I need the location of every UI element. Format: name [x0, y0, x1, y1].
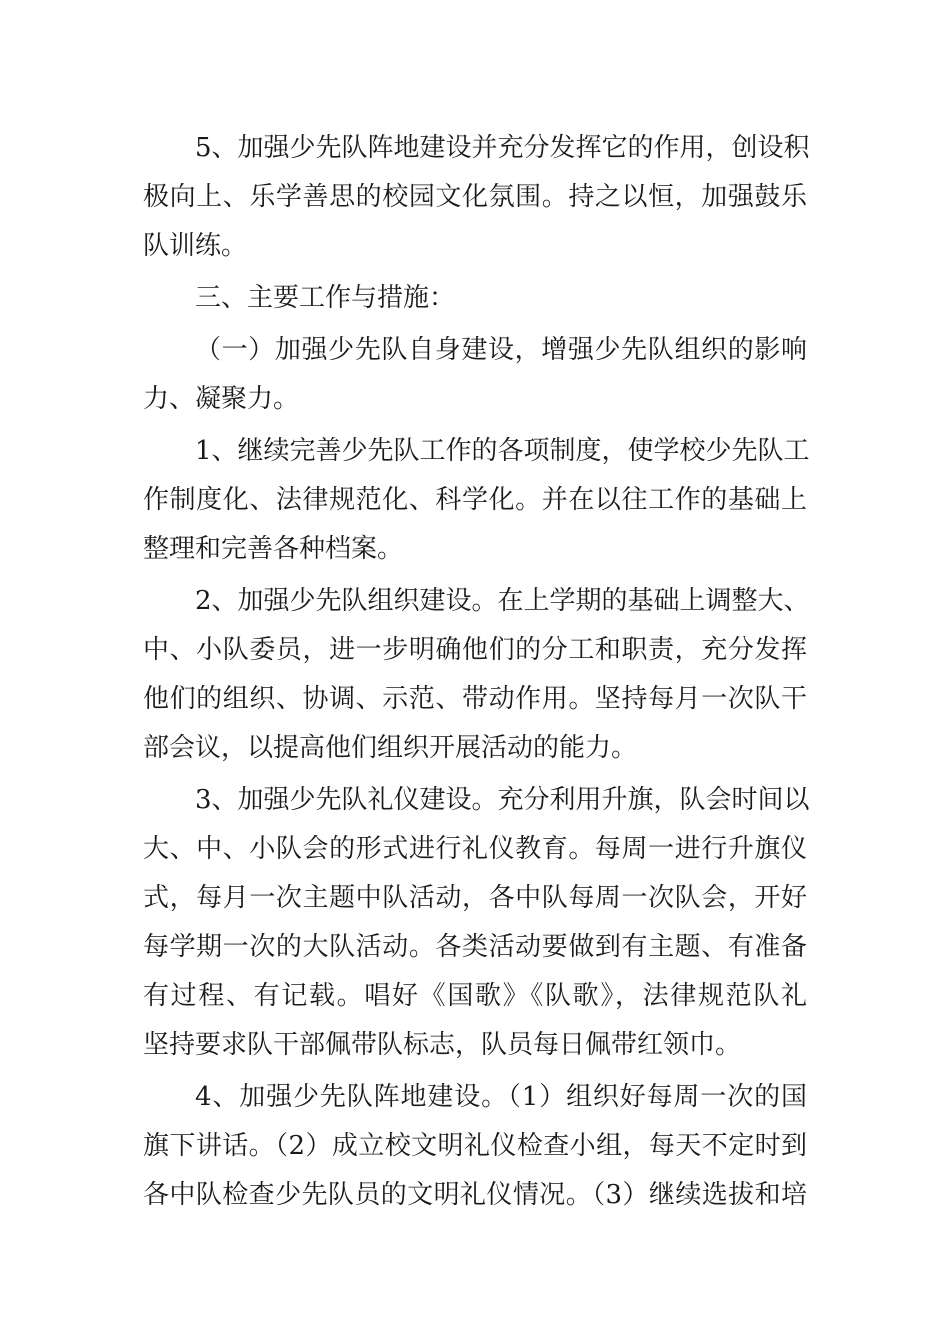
- text-line: 中、小队委员，进一步明确他们的分工和职责，充分发挥: [143, 635, 807, 665]
- text-line: 各中队检查少先队员的文明礼仪情况。（3）继续选拔和培: [143, 1180, 807, 1210]
- text-line: 作制度化、法律规范化、科学化。并在以往工作的基础上: [143, 485, 807, 515]
- text-line: 坚持要求队干部佩带队标志，队员每日佩带红领巾。: [143, 1030, 742, 1060]
- text-line: 4、加强少先队阵地建设。（1）组织好每周一次的国: [195, 1082, 807, 1112]
- text-line: 极向上、乐学善思的校园文化氛围。持之以恒，加强鼓乐: [143, 182, 807, 212]
- text-line: （一）加强少先队自身建设，增强少先队组织的影响: [195, 335, 807, 365]
- text-line: 5、加强少先队阵地建设并充分发挥它的作用，创设积: [195, 133, 810, 163]
- text-line: 力、凝聚力。: [143, 384, 300, 414]
- text-line: 部会议，以提高他们组织开展活动的能力。: [143, 733, 638, 763]
- body-text: [143, 124, 810, 1220]
- text-line: 2、加强少先队组织建设。在上学期的基础上调整大、: [195, 586, 810, 616]
- text-line: 式，每月一次主题中队活动，各中队每周一次队会，开好: [143, 883, 807, 913]
- text-line: 1、继续完善少先队工作的各项制度，使学校少先队工: [195, 436, 810, 466]
- text-line: 三、主要工作与措施：: [195, 283, 456, 313]
- text-line: 3、加强少先队礼仪建设。充分利用升旗，队会时间以: [195, 785, 810, 815]
- text-line: 大、中、小队会的形式进行礼仪教育。每周一进行升旗仪: [143, 834, 807, 864]
- text-line: 整理和完善各种档案。: [143, 534, 404, 564]
- text-line: 有过程、有记载。唱好《国歌》《队歌》，法律规范队礼: [143, 981, 807, 1011]
- text-line: 他们的组织、协调、示范、带动作用。坚持每月一次队干: [143, 684, 807, 714]
- text-line: 队训练。: [143, 231, 248, 261]
- text-line: 每学期一次的大队活动。各类活动要做到有主题、有准备: [143, 932, 807, 962]
- text-line: 旗下讲话。（2）成立校文明礼仪检查小组，每天不定时到: [143, 1131, 807, 1161]
